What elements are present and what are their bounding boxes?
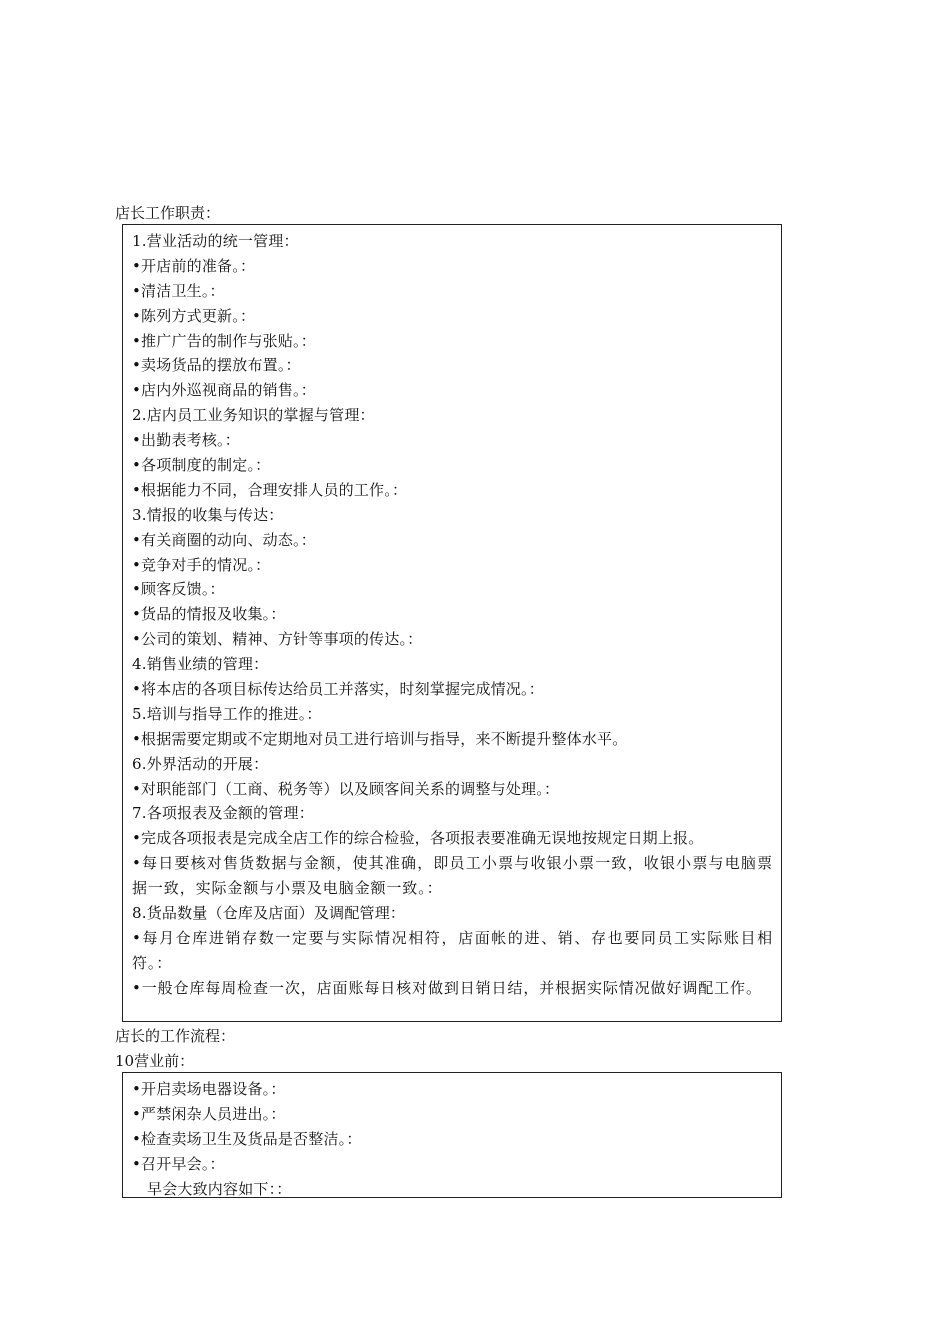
duties-box [122,224,782,1022]
duty-line: •开店前的准备。： [132,256,256,275]
duty-line: •公司的策划、精神、方针等事项的传达。： [132,630,423,649]
duty-line: •出勤表考核。： [132,431,240,450]
duty-line: 3.情报的收集与传达： [132,505,284,524]
workflow-line: •严禁闲杂人员进出。： [132,1104,286,1123]
section-subtitle-before-opening: 10营业前： [115,1052,195,1070]
duty-line: 8.货品数量（仓库及店面）及调配管理： [132,904,406,923]
duty-line: •有关商圈的动向、动态。： [132,530,316,549]
duty-line: •货品的情报及收集。： [132,605,286,624]
duty-line: 6.外界活动的开展： [132,754,269,773]
workflow-line: •开启卖场电器设备。： [132,1080,286,1098]
duty-paragraph: •每月仓库进销存数一定要与实际情况相符，店面帐的进、销、存也要同员工实际账目相符。： [132,928,773,972]
duty-line: •清洁卫生。： [132,281,225,300]
workflow-line: •检查卖场卫生及货品是否整洁。： [132,1129,362,1148]
duty-line: 1.营业活动的统一管理： [132,232,299,250]
duty-line: •完成各项报表是完成全店工作的综合检验，各项报表要准确无误地按规定日期上报。 [132,829,704,848]
workflow-box [122,1072,782,1198]
duty-paragraph: •一般仓库每周检查一次，店面账每日核对做到日销日结，并根据实际情况做好调配工作。 [132,978,762,997]
duty-line: 7.各项报表及金额的管理： [132,804,314,823]
duty-line: 5.培训与指导工作的推进。： [132,704,322,723]
duty-line: •各项制度的制定。： [132,456,271,475]
duty-line: •竞争对手的情况。： [132,555,271,574]
section-title-workflow: 店长的工作流程： [115,1027,236,1045]
duty-line: 4.销售业绩的管理： [132,655,269,674]
duty-line: •根据需要定期或不定期地对员工进行培训与指导，来不断提升整体水平。 [132,729,628,748]
workflow-line: 早会大致内容如下：： [147,1179,292,1198]
duty-line: •卖场货品的摆放布置。： [132,356,301,375]
duty-line: •店内外巡视商品的销售。： [132,381,316,400]
duty-line: •推广广告的制作与张贴。： [132,331,316,350]
duty-line: 2.店内员工业务知识的掌握与管理： [132,406,375,425]
duty-line: •顾客反馈。： [132,580,225,599]
duty-line: •陈列方式更新。： [132,306,256,325]
duty-line: •对职能部门（工商、税务等）以及顾客间关系的调整与处理。： [132,779,560,798]
duty-line: •将本店的各项目标传达给员工并落实，时刻掌握完成情况。： [132,680,544,699]
workflow-line: •召开早会。： [132,1154,225,1173]
duty-paragraph: •每日要核对售货数据与金额，使其准确，即员工小票与收银小票一致，收银小票与电脑票据一致，实际金额与小票及电脑金额一致。： [132,854,773,898]
section-title-duties: 店长工作职责： [115,204,221,222]
duty-line: •根据能力不同，合理安排人员的工作。： [132,480,408,499]
